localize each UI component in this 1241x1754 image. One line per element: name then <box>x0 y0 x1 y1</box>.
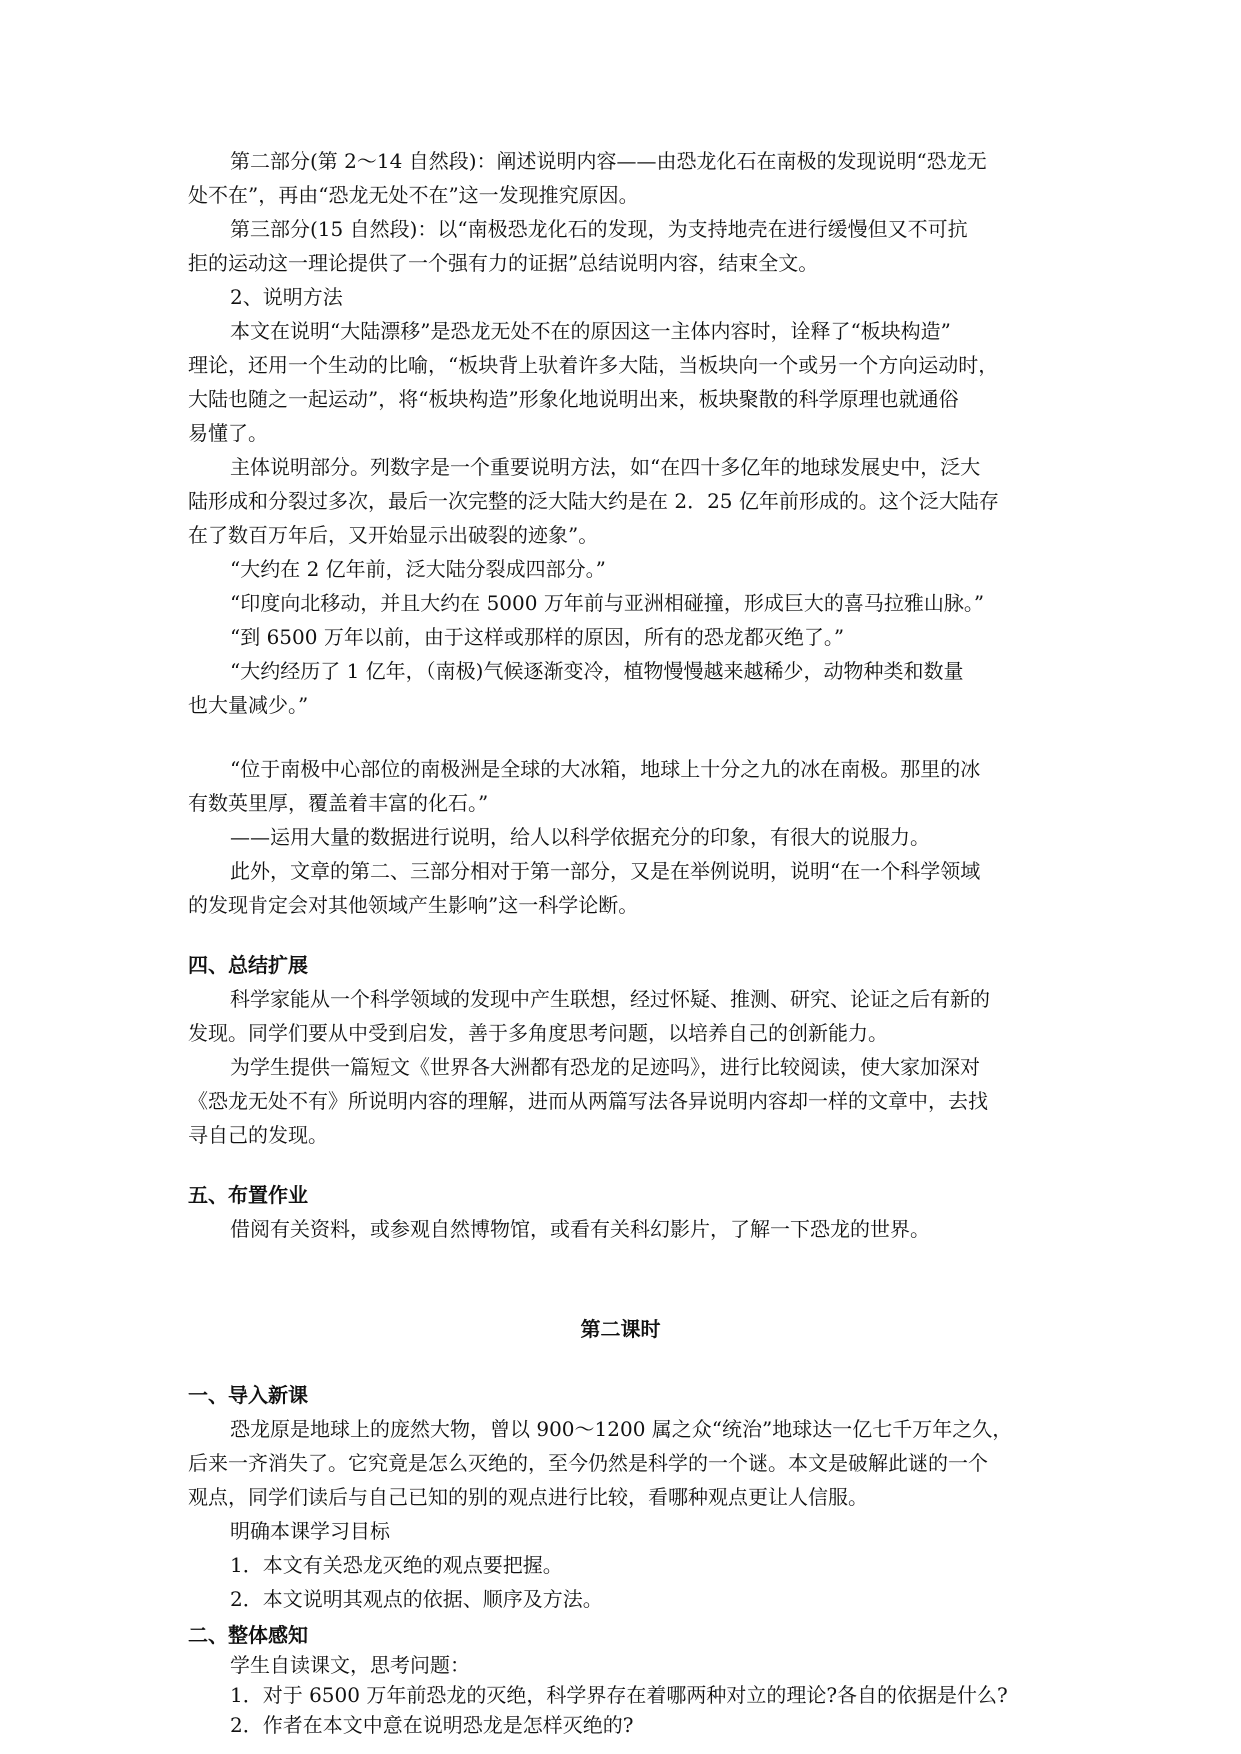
list-item: 1．对于 6500 万年前恐龙的灭绝，科学界存在着哪两种对立的理论?各自的依据是什么? <box>230 1683 1008 1707</box>
paragraph-line: 易懂了。 <box>188 421 268 445</box>
section-heading: 四、总结扩展 <box>188 953 308 977</box>
paragraph-line: 陆形成和分裂过多次，最后一次完整的泛大陆大约是在 2．25 亿年前形成的。这个泛大陆存 <box>188 489 999 513</box>
paragraph-line: 发现。同学们要从中受到启发，善于多角度思考问题，以培养自己的创新能力。 <box>188 1021 888 1045</box>
paragraph-line: ——运用大量的数据进行说明，给人以科学依据充分的印象，有很大的说服力。 <box>230 825 930 849</box>
quote-line: “位于南极中心部位的南极洲是全球的大冰箱，地球上十分之九的冰在南极。那里的冰 <box>230 757 981 781</box>
paragraph-line: 此外，文章的第二、三部分相对于第一部分，又是在举例说明，说明“在一个科学领域 <box>230 859 981 883</box>
quote-line: “到 6500 万年以前，由于这样或那样的原因，所有的恐龙都灭绝了。” <box>230 625 845 649</box>
subheading-line: 2、说明方法 <box>230 285 343 309</box>
paragraph-line: 本文在说明“大陆漂移”是恐龙无处不在的原因这一主体内容时，诠释了“板块构造” <box>230 319 951 343</box>
paragraph-line: 恐龙原是地球上的庞然大物，曾以 900～1200 属之众“统治”地球达一亿七千万年之久， <box>230 1417 1013 1441</box>
quote-line: “大约经历了 1 亿年，（南极)气候逐渐变冷，植物慢慢越来越稀少，动物种类和数量 <box>230 659 964 683</box>
paragraph-line: 科学家能从一个科学领域的发现中产生联想，经过怀疑、推测、研究、论证之后有新的 <box>230 987 990 1011</box>
list-item: 1．本文有关恐龙灭绝的观点要把握。 <box>230 1553 563 1577</box>
paragraph-line: 的发现肯定会对其他领域产生影响”这一科学论断。 <box>188 893 639 917</box>
paragraph-line: 观点，同学们读后与自己已知的别的观点进行比较，看哪种观点更让人信服。 <box>188 1485 868 1509</box>
quote-line: 有数英里厚，覆盖着丰富的化石。” <box>188 791 489 815</box>
paragraph-line: 明确本课学习目标 <box>230 1519 390 1543</box>
section-heading: 二、整体感知 <box>188 1623 308 1647</box>
paragraph-line: 第三部分(15 自然段)：以“南极恐龙化石的发现，为支持地壳在进行缓慢但又不可抗 <box>230 217 968 241</box>
list-item: 2．本文说明其观点的依据、顺序及方法。 <box>230 1587 603 1611</box>
section-heading: 一、导入新课 <box>188 1383 308 1407</box>
paragraph-line: 学生自读课文，思考问题： <box>230 1653 470 1677</box>
paragraph-line: 理论，还用一个生动的比喻，“板块背上驮着许多大陆，当板块向一个或另一个方向运动时， <box>188 353 999 377</box>
paragraph-line: 为学生提供一篇短文《世界各大洲都有恐龙的足迹吗》，进行比较阅读，使大家加深对 <box>230 1055 980 1079</box>
paragraph-line: 寻自己的发现。 <box>188 1123 328 1147</box>
quote-line: “大约在 2 亿年前，泛大陆分裂成四部分。” <box>230 557 606 581</box>
paragraph-line: 大陆也随之一起运动”，将“板块构造”形象化地说明出来，板块聚散的科学原理也就通俗 <box>188 387 959 411</box>
paragraph-line: 主体说明部分。列数字是一个重要说明方法，如“在四十多亿年的地球发展史中，泛大 <box>230 455 981 479</box>
paragraph-line: 后来一齐消失了。它究竟是怎么灭绝的，至今仍然是科学的一个谜。本文是破解此谜的一个 <box>188 1451 988 1475</box>
quote-line: 也大量减少。” <box>188 693 309 717</box>
paragraph-line: 借阅有关资料，或参观自然博物馆，或看有关科幻影片，了解一下恐龙的世界。 <box>230 1217 930 1241</box>
paragraph-line: 第二部分(第 2～14 自然段)：阐述说明内容——由恐龙化石在南极的发现说明“恐龙无 <box>230 149 987 173</box>
quote-line: “印度向北移动，并且大约在 5000 万年前与亚洲相碰撞，形成巨大的喜马拉雅山脉。” <box>230 591 985 615</box>
lesson-title: 第二课时 <box>580 1317 661 1341</box>
paragraph-line: 拒的运动这一理论提供了一个强有力的证据”总结说明内容，结束全文。 <box>188 251 819 275</box>
paragraph-line: 在了数百万年后，又开始显示出破裂的迹象”。 <box>188 523 599 547</box>
list-item: 2．作者在本文中意在说明恐龙是怎样灭绝的? <box>230 1713 634 1737</box>
paragraph-line: 处不在”，再由“恐龙无处不在”这一发现推究原因。 <box>188 183 639 207</box>
section-heading: 五、布置作业 <box>188 1183 308 1207</box>
paragraph-line: 《恐龙无处不有》所说明内容的理解，进而从两篇写法各异说明内容却一样的文章中，去找 <box>188 1089 988 1113</box>
